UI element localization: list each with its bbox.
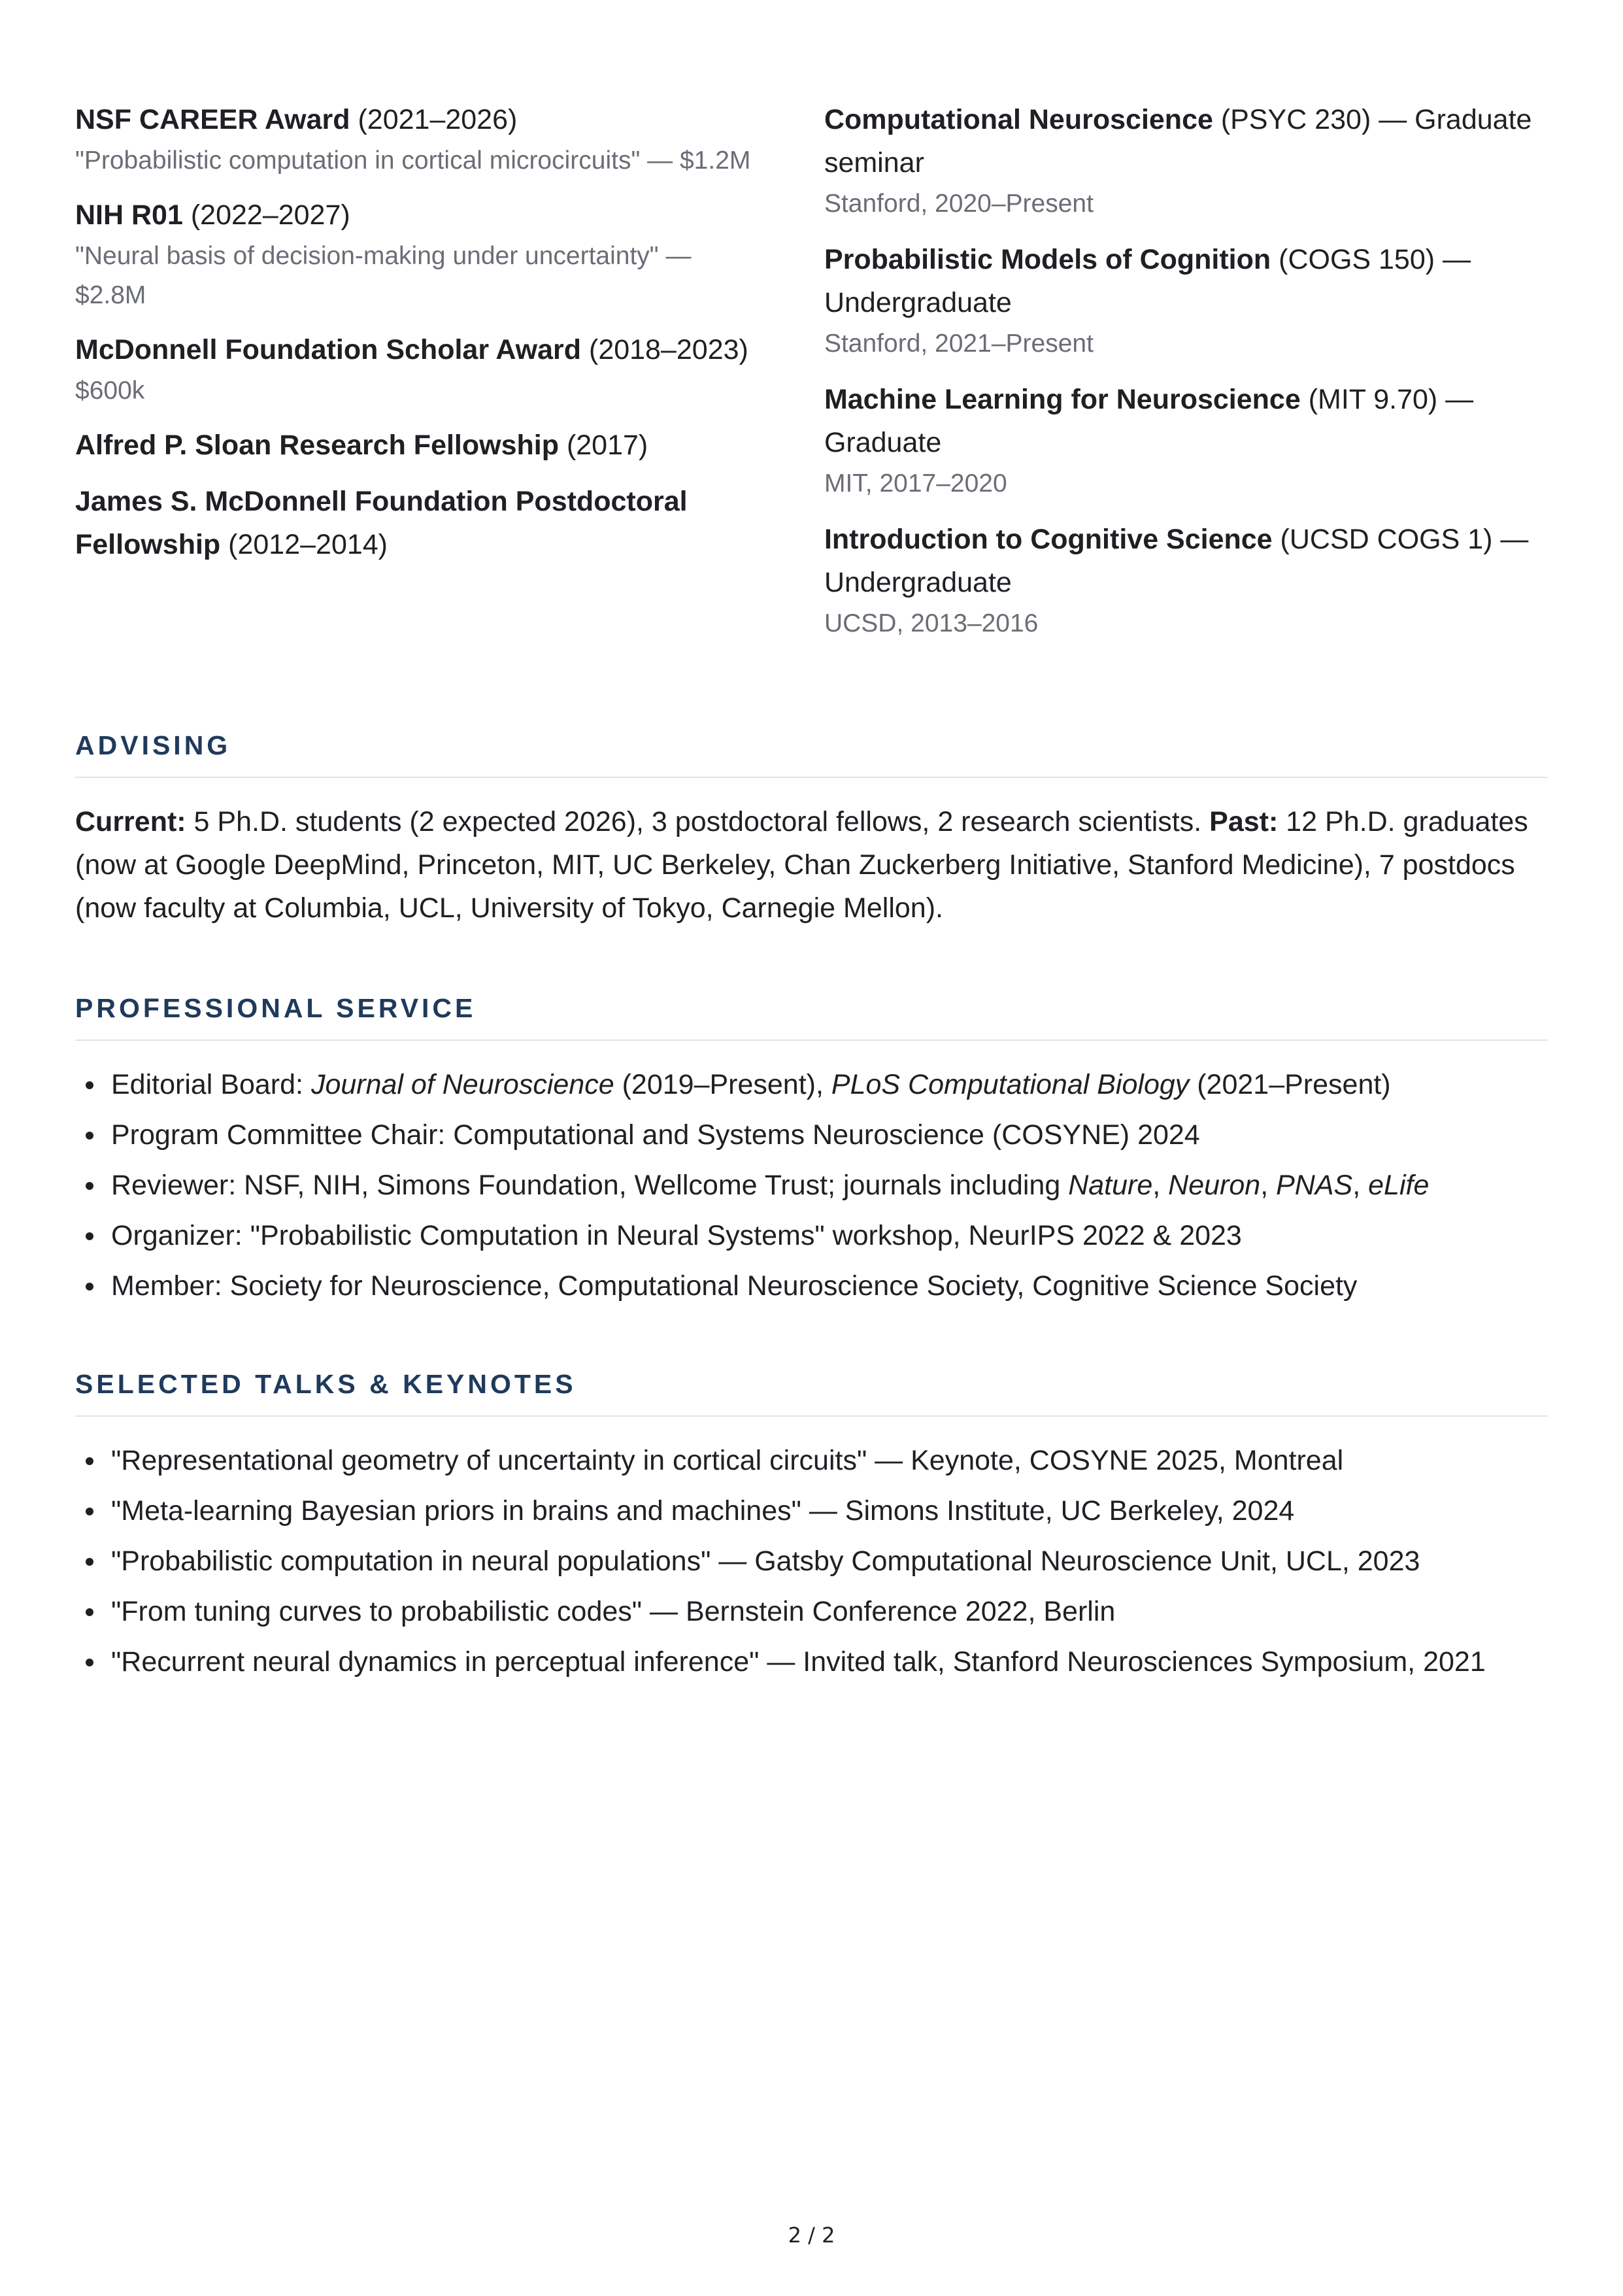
talks-section	[75, 1364, 1548, 1691]
section-divider	[75, 1039, 1548, 1041]
course-detail: Stanford, 2020–Present	[824, 190, 1094, 218]
list-item: Program Committee Chair: Computational and Systems Neuroscience (COSYNE) 2024	[75, 1113, 1548, 1156]
course-detail: UCSD, 2013–2016	[824, 609, 1039, 637]
bullet-icon	[86, 1659, 93, 1666]
service-section	[75, 988, 1548, 1315]
grant-name: James S. McDonnell Foundation Postdoctoral Fellowship	[75, 486, 688, 560]
list-item: Editorial Board: Journal of Neuroscience (2019–Present), PLoS Computational Biology (2021–Present)	[75, 1063, 1548, 1106]
section-title: SELECTED TALKS & KEYNOTES	[75, 1369, 577, 1399]
list-item: "Probabilistic computation in neural populations" — Gatsby Computational Neuroscience Unit, UCL, 2023	[75, 1540, 1548, 1583]
list-item: "Representational geometry of uncertainty in cortical circuits" — Keynote, COSYNE 2025, Montreal	[75, 1439, 1548, 1482]
grant-years: (2021–2026)	[350, 104, 518, 135]
bullet-icon	[86, 1182, 93, 1190]
section-divider	[75, 1415, 1548, 1417]
list-item: "Meta-learning Bayesian priors in brains and machines" — Simons Institute, UC Berkeley, 2024	[75, 1489, 1548, 1532]
course-info: (COGS 150) — Undergraduate	[824, 244, 1471, 318]
bullet-icon	[86, 1508, 93, 1515]
section-divider	[75, 777, 1548, 778]
course-detail: Stanford, 2021–Present	[824, 329, 1094, 358]
course-name: Machine Learning for Neuroscience	[824, 384, 1301, 415]
grant-entry	[75, 480, 803, 566]
grants-column	[75, 98, 803, 658]
bullet-icon	[86, 1608, 93, 1616]
grant-entry	[75, 328, 803, 411]
page-number: 2 / 2	[788, 2223, 835, 2248]
grant-years: (2018–2023)	[581, 334, 748, 365]
current-text: 5 Ph.D. students (2 expected 2026), 3 postdoctoral fellows, 2 research scientists.	[186, 806, 1210, 837]
list-item: "Recurrent neural dynamics in perceptual inference" — Invited talk, Stanford Neurosciences Symposium, 2021	[75, 1640, 1548, 1683]
course-info: (UCSD COGS 1) — Undergraduate	[824, 524, 1529, 598]
course-detail: MIT, 2017–2020	[824, 469, 1007, 498]
grant-entry	[75, 194, 803, 315]
grant-detail: "Neural basis of decision-making under uncertainty" — $2.8M	[75, 242, 692, 309]
past-label: Past:	[1209, 806, 1279, 837]
list-item: Organizer: "Probabilistic Computation in Neural Systems" workshop, NeurIPS 2022 & 2023	[75, 1214, 1548, 1257]
course-info: (MIT 9.70) — Graduate	[824, 384, 1474, 458]
advising-paragraph	[75, 800, 1548, 930]
grant-name: NSF CAREER Award	[75, 104, 350, 135]
course-entry	[824, 98, 1548, 224]
bullet-icon	[86, 1232, 93, 1240]
bullet-icon	[86, 1283, 93, 1291]
course-entry	[824, 378, 1548, 503]
advising-section	[75, 726, 1548, 930]
list-item: Member: Society for Neuroscience, Computational Neuroscience Society, Cognitive Science Society	[75, 1264, 1548, 1308]
grant-name: McDonnell Foundation Scholar Award	[75, 334, 582, 365]
grant-name: Alfred P. Sloan Research Fellowship	[75, 430, 559, 461]
current-label: Current:	[75, 806, 186, 837]
grants-teaching-columns	[75, 98, 1548, 658]
grant-name: NIH R01	[75, 199, 183, 231]
course-entry	[824, 238, 1548, 363]
bullet-icon	[86, 1558, 93, 1566]
teaching-column	[824, 98, 1548, 658]
grant-detail: $600k	[75, 377, 145, 405]
list-item: "From tuning curves to probabilistic codes" — Bernstein Conference 2022, Berlin	[75, 1590, 1548, 1633]
course-info: (PSYC 230) — Graduate seminar	[824, 104, 1532, 178]
section-title: PROFESSIONAL SERVICE	[75, 993, 477, 1023]
grant-entry	[75, 424, 803, 467]
bullet-icon	[86, 1132, 93, 1140]
course-entry	[824, 518, 1548, 643]
list-item: Reviewer: NSF, NIH, Simons Foundation, Wellcome Trust; journals including Nature, Neuron, PNAS, eLife	[75, 1164, 1548, 1207]
course-name: Computational Neuroscience	[824, 104, 1213, 135]
grant-entry	[75, 98, 803, 180]
talks-list	[75, 1439, 1548, 1683]
grant-years: (2022–2027)	[182, 199, 350, 231]
course-name: Introduction to Cognitive Science	[824, 524, 1273, 555]
course-name: Probabilistic Models of Cognition	[824, 244, 1271, 275]
grant-detail: "Probabilistic computation in cortical microcircuits" — $1.2M	[75, 146, 751, 175]
grant-years: (2012–2014)	[220, 529, 388, 560]
bullet-icon	[86, 1081, 93, 1089]
grant-years: (2017)	[559, 430, 648, 461]
section-title: ADVISING	[75, 730, 231, 760]
bullet-icon	[86, 1457, 93, 1465]
service-list	[75, 1063, 1548, 1308]
past-text: 12 Ph.D. graduates (now at Google DeepMind, Princeton, MIT, UC Berkeley, Chan Zuckerberg Initiative, Stanford Medicine), 7 postdocs (now faculty at Columbia, UCL, University of Tokyo, Carnegie Mellon).	[75, 806, 1528, 924]
